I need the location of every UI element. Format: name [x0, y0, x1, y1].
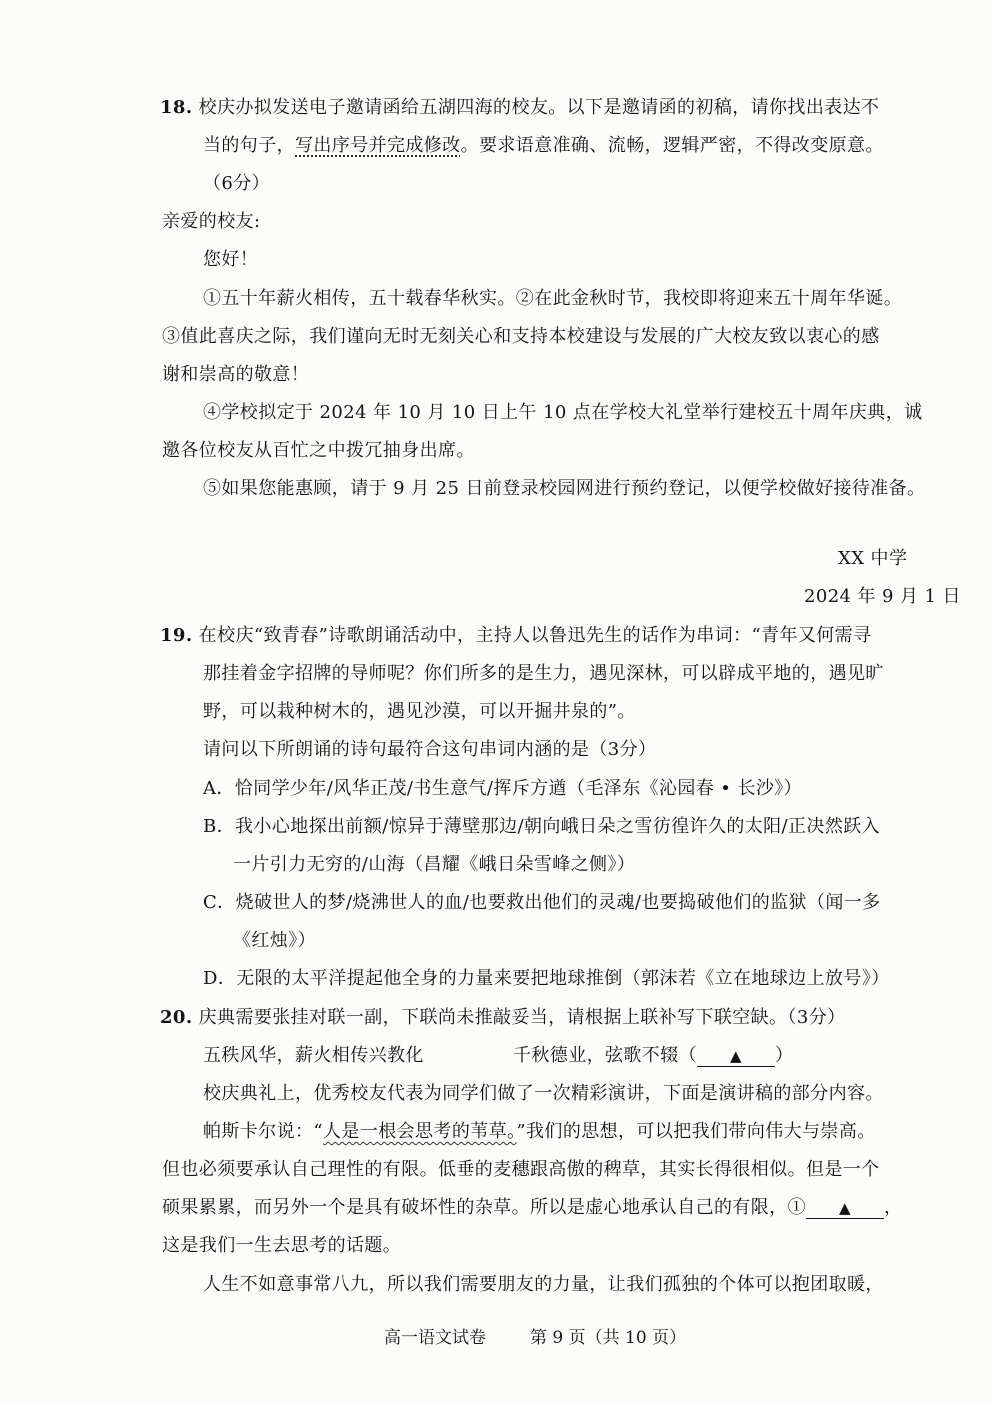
letter-date: 2024 年 9 月 1 日: [804, 586, 961, 607]
letter-greeting: 您好！: [203, 249, 259, 270]
speech-line4: 这是我们一生去思考的话题。: [162, 1235, 402, 1256]
speech-line3: 硕果累累，而另外一个是具有破坏性的杂草。所以是虚心地承认自己的有限，① ▲ ，: [162, 1197, 903, 1218]
q20-line1: [160, 1006, 846, 1030]
speech-intro: 校庆典礼上，优秀校友代表为同学们做了一次精彩演讲，下面是演讲稿的部分内容。: [203, 1083, 884, 1104]
q19-option-a: A．恰同学少年/风华正茂/书生意气/挥斥方遒（毛泽东《沁园春 • 长沙》）: [203, 778, 803, 799]
q18-stem: 校庆办拟发送电子邀请函给五湖四海的校友。以下是邀请函的初稿，请你找出表达不: [198, 97, 880, 118]
footer-exam-title: 高一语文试卷: [384, 1328, 486, 1348]
speech-answer-blank-1[interactable]: ▲: [806, 1198, 884, 1219]
letter-signature: XX 中学: [838, 548, 908, 569]
speech-quote: 人是一根会思考的苇草。: [323, 1121, 517, 1142]
couplet-upper: 五秩风华，薪火相传兴教化: [203, 1045, 424, 1066]
q19-line3: 野，可以栽种树木的，遇见沙漠，可以开掘井泉的”。: [203, 701, 636, 722]
q19-line2: 那挂着金字招牌的导师呢？你们所多的是生力，遇见深林，可以辟成平地的，遇见旷: [203, 663, 884, 684]
letter-p1-line3: 谢和崇高的敬意！: [162, 364, 310, 385]
q19-option-d: D．无限的太平洋提起他全身的力量来要把地球推倒（郭沫若《立在地球边上放号》）: [203, 968, 890, 989]
couplet-lower: 千秋德业，弦歌不辍（ ▲ ）: [513, 1045, 794, 1066]
q18-line2: 当的句子，写出序号并完成修改。要求语意准确、流畅，逻辑严密，不得改变原意。: [203, 135, 884, 156]
q19-option-b-line2: 一片引力无穷的/山海（昌耀《峨日朵雪峰之侧》）: [233, 854, 636, 875]
q19-stem: 在校庆“致青春”诗歌朗诵活动中，主持人以鲁迅先生的话作为串词：“青年又何需寻: [198, 625, 872, 646]
q19-option-b-line1: B．我小心地探出前额/惊异于薄壁那边/朝向峨日朵之雪彷徨许久的太阳/正决然跃入: [203, 816, 881, 837]
letter-p2-line1: ④学校拟定于 2024 年 10 月 10 日上午 10 点在学校大礼堂举行建校五十周年庆典，诚: [203, 402, 923, 423]
q18-score: （6分）: [203, 173, 271, 194]
q19-line1: [160, 624, 871, 648]
q18-number: 18.: [160, 97, 193, 118]
speech-line1: 帕斯卡尔说：“人是一根会思考的苇草。”我们的思想，可以把我们带向伟大与崇高。: [203, 1121, 876, 1142]
q20-stem: 庆典需要张挂对联一副，下联尚未推敲妥当，请根据上联补写下联空缺。（3分）: [198, 1007, 846, 1028]
footer-page-number: 第 9 页（共 10 页）: [530, 1328, 687, 1348]
q19-option-c-line2: 《红烛》）: [233, 930, 316, 951]
letter-p3-line1: ⑤如果您能惠顾，请于 9 月 25 日前登录校园网进行预约登记，以便学校做好接待准备。: [203, 478, 926, 499]
speech-line2: 但也必须要承认自己理性的有限。低垂的麦穗跟高傲的稗草，其实长得很相似。但是一个: [162, 1159, 880, 1180]
q19-option-c-line1: C．烧破世人的梦/烧沸世人的血/也要救出他们的灵魂/也要捣破他们的监狱（闻一多: [203, 892, 881, 913]
letter-p1-line1: ①五十年薪火相传，五十载春华秋实。②在此金秋时节，我校即将迎来五十周年华诞。: [203, 288, 903, 309]
q20-number: 20.: [160, 1007, 193, 1028]
letter-p1-line2: ③值此喜庆之际，我们谨向无时无刻关心和支持本校建设与发展的广大校友致以衷心的感: [162, 326, 880, 347]
q18-line1: [160, 96, 879, 120]
letter-salutation: 亲爱的校友:: [162, 211, 261, 232]
q18-emphasis: 写出序号并完成修改: [295, 135, 461, 156]
letter-p2-line2: 邀各位校友从百忙之中拨冗抽身出席。: [162, 440, 475, 461]
q19-question: 请问以下所朗诵的诗句最符合这句串词内涵的是（3分）: [203, 739, 657, 760]
couplet-answer-blank[interactable]: ▲: [697, 1046, 775, 1067]
speech-line5: 人生不如意事常八九，所以我们需要朋友的力量，让我们孤独的个体可以抱团取暖，: [203, 1274, 884, 1295]
q19-number: 19.: [160, 625, 193, 646]
